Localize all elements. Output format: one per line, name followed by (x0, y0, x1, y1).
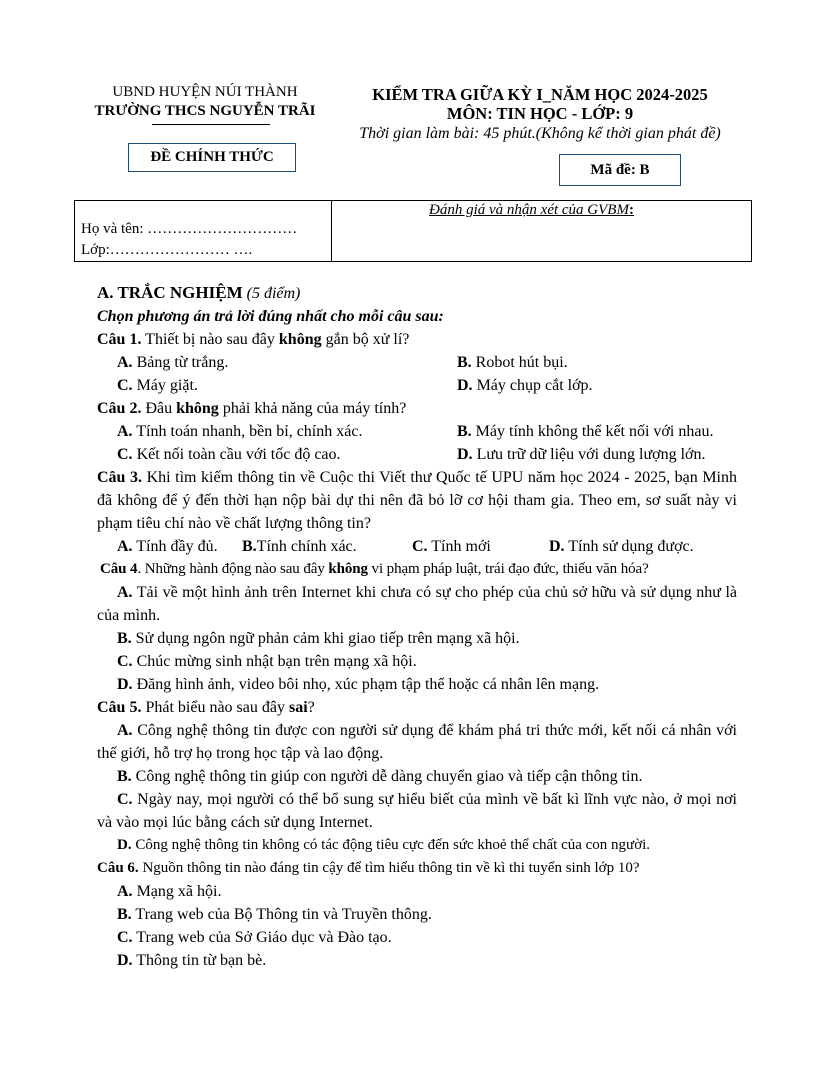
exam-code-badge: Mã đề: B (559, 154, 681, 186)
question-2-options-cd (97, 443, 737, 466)
question-5-option-d: D. Công nghệ thông tin không có tác động tiêu cực đến sức khoẻ thể chất của con người. (117, 837, 651, 853)
option-d: D. Lưu trữ dữ liệu với dung lượng lớn. (457, 446, 706, 463)
question-4-option-c: C. Chúc mừng sinh nhật bạn trên mạng xã hội. (117, 653, 417, 670)
option-b: B. Máy tính không thể kết nối với nhau. (457, 423, 714, 440)
option-b: B.Tính chính xác. (242, 538, 357, 555)
teacher-evaluation-label: Đánh giá và nhận xét của GVBM: (429, 202, 634, 218)
option-a: A. Tính đầy đủ. (117, 538, 218, 555)
question-1: Câu 1. Thiết bị nào sau đây không gắn bộ xử lí? (97, 331, 410, 348)
exam-title: KIỂM TRA GIỮA KỲ I_NĂM HỌC 2024-2025 (372, 85, 708, 104)
school-name: TRƯỜNG THCS NGUYỄN TRÃI (94, 103, 316, 119)
option-d: D. Tính sử dụng được. (549, 538, 694, 555)
student-name-field: Họ và tên: ………………………… (81, 221, 298, 237)
exam-time: Thời gian làm bài: 45 phút.(Không kể thời gian phát đề) (359, 125, 721, 142)
question-4-option-a: A. Tải về một hình ảnh trên Internet khi chưa có sự cho phép của chủ sở hữu và sử dụng như là của mình. (97, 584, 737, 624)
question-2-options-ab (97, 420, 737, 443)
question-5: Câu 5. Phát biểu nào sau đây sai? (97, 699, 315, 716)
official-badge: ĐỀ CHÍNH THỨC (128, 143, 296, 172)
question-4-option-d: D. Đăng hình ảnh, video bôi nhọ, xúc phạm tập thể hoặc cá nhân lên mạng. (117, 676, 600, 693)
school-header (70, 83, 340, 121)
question-3: Câu 3. Khi tìm kiếm thông tin về Cuộc thi Viết thư Quốc tế UPU năm học 2024 - 2025, bạn Minh đã không để ý đến thời hạn nộp bài dự thi nên đã bỏ lỡ cơ hội tham gia. Theo em, sơ suất này vi phạm tiêu chí nào về chất lượng thông tin? (97, 469, 737, 532)
question-3-options (97, 535, 737, 558)
option-a: A. Bảng từ trắng. (117, 354, 229, 371)
question-6-option-b: B. Trang web của Bộ Thông tin và Truyền thông. (117, 906, 432, 923)
section-title: A. TRẮC NGHIỆM (5 điểm) (97, 283, 301, 302)
exam-body (97, 281, 737, 972)
question-5-option-b: B. Công nghệ thông tin giúp con người dễ dàng chuyển giao và tiếp cận thông tin. (117, 768, 643, 785)
question-4: Câu 4. Những hành động nào sau đây không vi phạm pháp luật, trái đạo đức, thiếu văn hóa? (100, 561, 649, 577)
district-name: UBND HUYỆN NÚI THÀNH (112, 84, 298, 100)
option-c: C. Kết nối toàn cầu với tốc độ cao. (117, 446, 341, 463)
question-6-option-c: C. Trang web của Sở Giáo dục và Đào tạo. (117, 929, 392, 946)
header-underline (152, 124, 270, 125)
section-instruction: Chọn phương án trả lời đúng nhất cho mỗi câu sau: (97, 308, 444, 325)
question-6-option-a: A. Mạng xã hội. (117, 883, 222, 900)
question-1-options-cd (97, 374, 737, 397)
option-c: C. Tính mới (412, 538, 491, 555)
student-info-box (74, 200, 752, 262)
option-d: D. Máy chụp cắt lớp. (457, 377, 593, 394)
question-6-option-d: D. Thông tin từ bạn bè. (117, 952, 267, 969)
exam-subject: MÔN: TIN HỌC - LỚP: 9 (446, 104, 634, 123)
info-divider (331, 201, 332, 261)
exam-header (330, 85, 750, 144)
option-a: A. Tính toán nhanh, bền bỉ, chính xác. (117, 423, 363, 440)
option-c: C. Máy giặt. (117, 377, 198, 394)
question-6: Câu 6. Nguồn thông tin nào đáng tin cậy để tìm hiểu thông tin về kì thi tuyển sinh lớp 10? (97, 860, 640, 876)
question-5-option-a: A. Công nghệ thông tin được con người sử dụng để khám phá tri thức mới, kết nối cá nhân với thế giới, hỗ trợ họ trong học tập và lao động. (97, 722, 737, 762)
question-5-option-c: C. Ngày nay, mọi người có thể bổ sung sự hiểu biết của mình về bất kì lĩnh vực nào, ở mọi nơi và vào mọi lúc bằng cách sử dụng Internet. (97, 791, 737, 831)
student-class-field: Lớp:…………………… …. (81, 242, 253, 258)
question-2: Câu 2. Đâu không phải khả năng của máy tính? (97, 400, 407, 417)
question-1-options-ab (97, 351, 737, 374)
option-b: B. Robot hút bụi. (457, 354, 568, 371)
question-4-option-b: B. Sử dụng ngôn ngữ phản cảm khi giao tiếp trên mạng xã hội. (117, 630, 520, 647)
